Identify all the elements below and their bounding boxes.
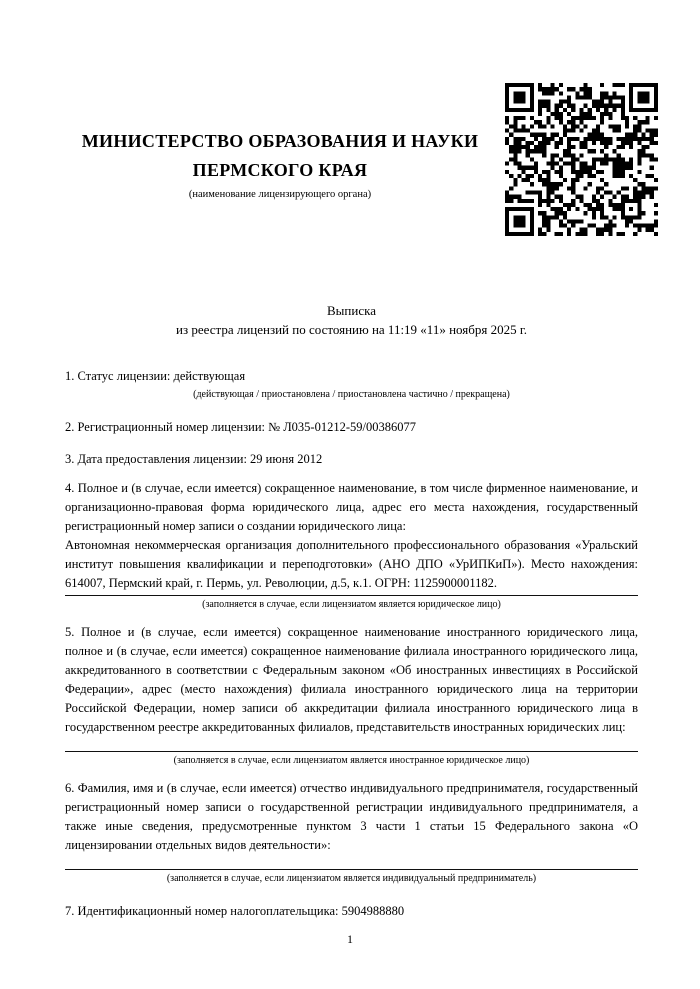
legal-entity-label: 4. Полное и (в случае, если имеется) сокращенное наименование, в том числе фирменное наименование, и организационно-правовая форма юридического лица, адрес его места нахождения, государственный регистрационный номер записи о создании юридического лица: (65, 481, 638, 533)
individual-entrepreneur-fill-line (65, 869, 638, 870)
license-status-options-note: (действующая / приостановлена / приостановлена частично / прекращена) (193, 389, 510, 400)
item-license-grant-date (65, 450, 638, 469)
document-title (65, 301, 638, 339)
item-foreign-entity (65, 623, 638, 767)
item-registration-number (65, 418, 638, 437)
registration-number-text: 2. Регистрационный номер лицензии: № Л035-01212-59/00386077 (65, 420, 416, 434)
legal-entity-value: Автономная некоммерческая организация дополнительного профессионального образования «Уральский институт повышения квалификации и переподготовки» (АНО ДПО «УрИПКиП»). Место нахождения: 614007, Пермский край, г. Пермь, ул. Революции, д.5, к.1. ОГРН: 1125900001182. (65, 538, 638, 590)
issuing-authority-header (65, 127, 495, 202)
individual-entrepreneur-label: 6. Фамилия, имя и (в случае, если имеется) отчество индивидуального предпринимателя, государственный регистрационный номер записи о государственной регистрации индивидуального предпринимателя, а также иные сведения, предусмотренные пунктом 3 части 1 статьи 15 Федерального закона «О лицензировании отдельных видов деятельности»: (65, 781, 638, 852)
item-taxpayer-id (65, 902, 638, 921)
page-number: 1 (347, 932, 353, 946)
item-license-status (65, 367, 638, 401)
individual-entrepreneur-note: (заполняется в случае, если лицензиатом является индивидуальный предприниматель) (166, 873, 537, 884)
foreign-entity-fill-line (65, 751, 638, 752)
license-grant-date-text: 3. Дата предоставления лицензии: 29 июня 2012 (65, 452, 323, 466)
ministry-name-line1: МИНИСТЕРСТВО ОБРАЗОВАНИЯ И НАУКИ (81, 131, 479, 151)
item-legal-entity (65, 479, 638, 611)
legal-entity-fill-line (65, 595, 638, 596)
foreign-entity-label: 5. Полное и (в случае, если имеется) сокращенное наименование иностранного юридического лица, полное и (в случае, если имеется) сокращенное наименование филиала иностранного юридического лица, аккредитованного в соответствии с Федеральным законом «Об иностранных инвестициях в Российской Федерации», адрес (место нахождения) филиала иностранного юридического лица на территории Российской Федерации, номер записи об аккредитации филиала иностранного юридического лица в государственном реестре аккредитованных филиалов, представительств иностранных юридических лиц: (65, 625, 638, 734)
issuing-authority-caption: (наименование лицензирующего органа) (188, 189, 372, 200)
legal-entity-note: (заполняется в случае, если лицензиатом является юридическое лицо) (202, 599, 501, 610)
item-individual-entrepreneur (65, 779, 638, 885)
document-content (65, 0, 638, 921)
title-line1: Выписка (327, 303, 376, 318)
taxpayer-id-text: 7. Идентификационный номер налогоплательщика: 5904988880 (65, 904, 405, 918)
ministry-name-line2: ПЕРМСКОГО КРАЯ (192, 160, 368, 180)
foreign-entity-note: (заполняется в случае, если лицензиатом является иностранное юридическое лицо) (173, 755, 530, 766)
license-status-text: 1. Статус лицензии: действующая (65, 369, 246, 383)
title-line2: из реестра лицензий по состоянию на 11:19 «11» ноября 2025 г. (176, 322, 527, 337)
